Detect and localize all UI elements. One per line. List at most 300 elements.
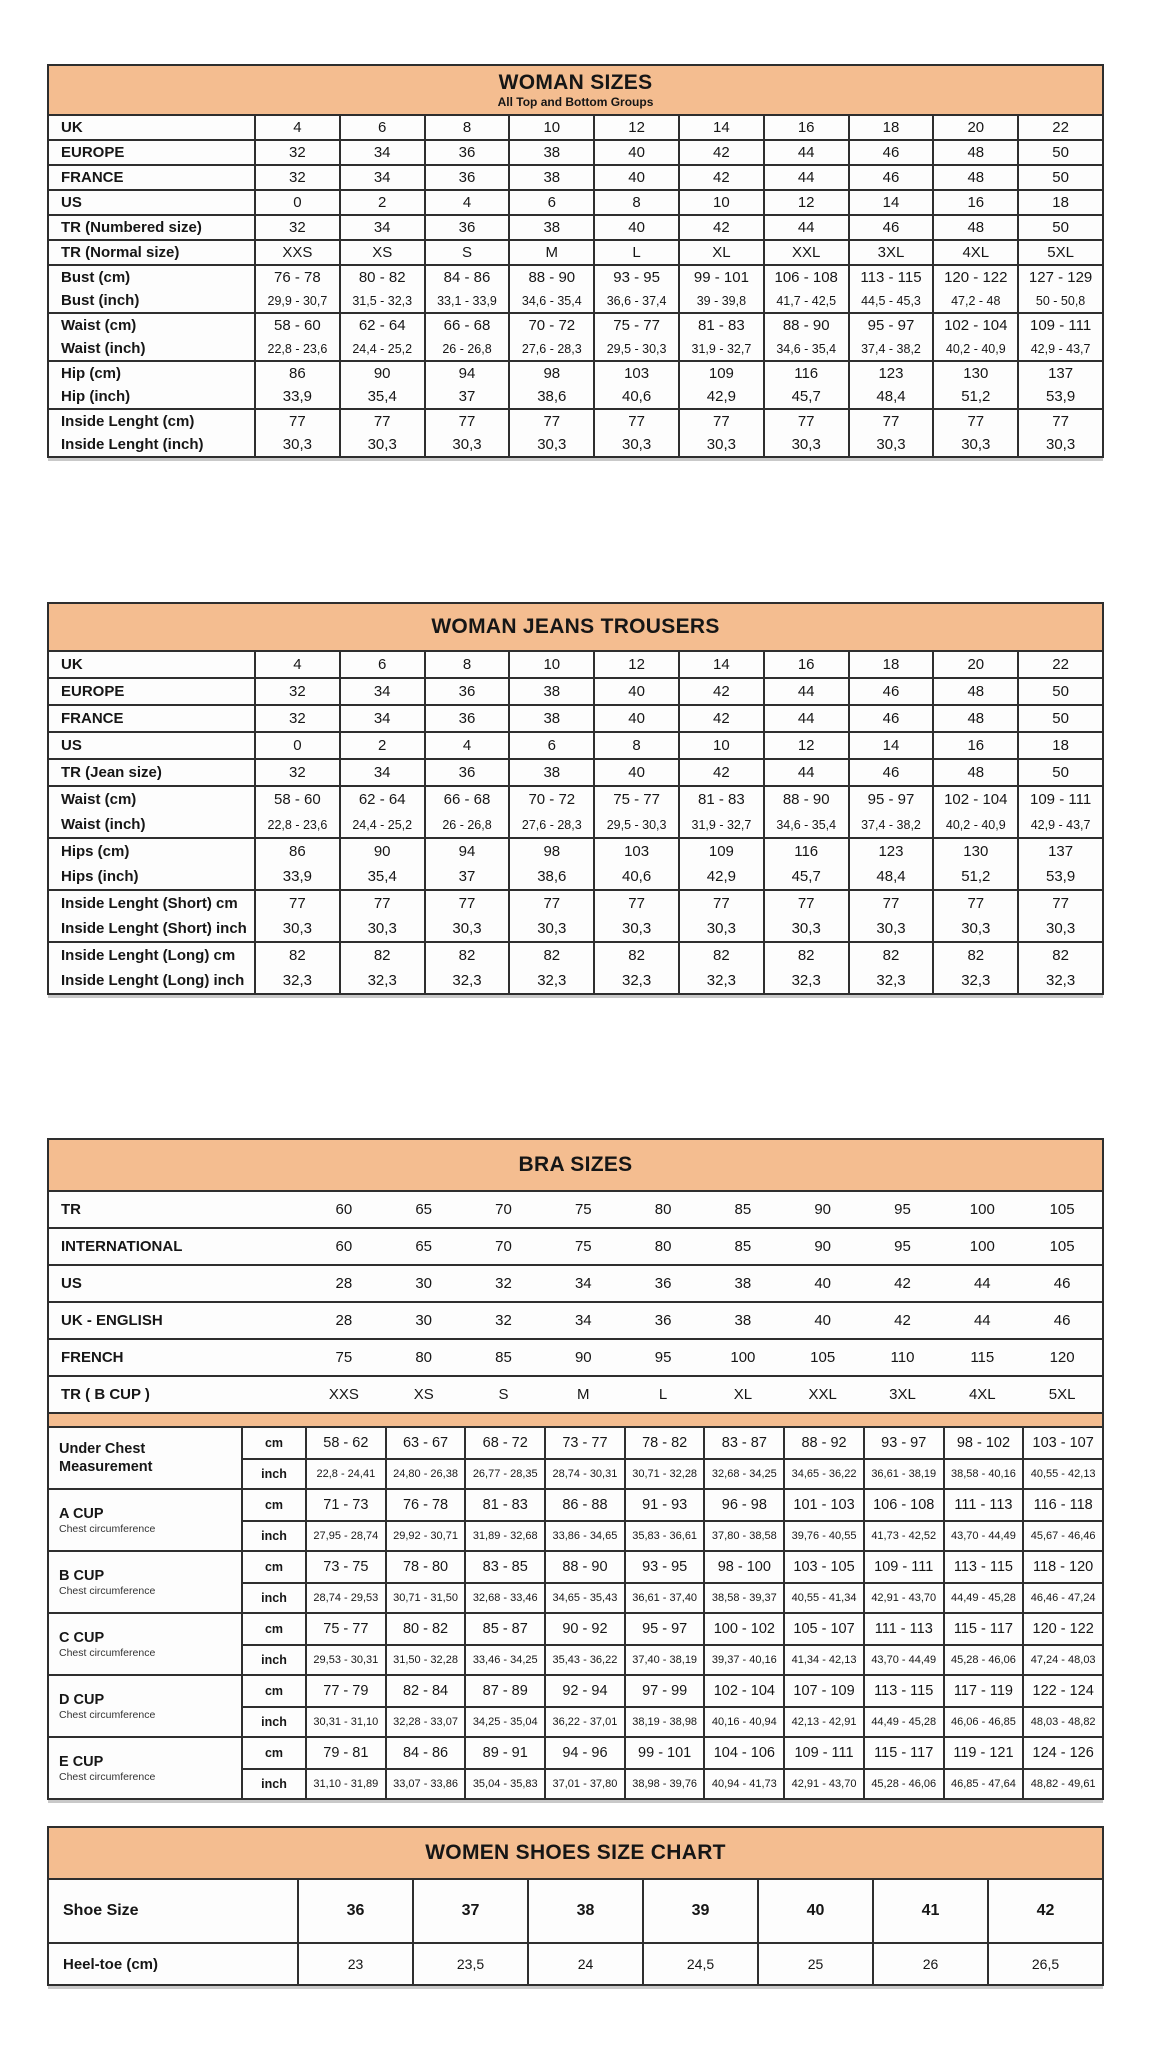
size-cell: XS	[413, 1386, 434, 1403]
size-cell: 76 - 78	[254, 266, 339, 289]
size-cell: 98 - 102	[943, 1428, 1023, 1458]
size-cell: 110	[890, 1349, 915, 1366]
size-cell: 40,2 - 40,9	[932, 812, 1017, 837]
size-cell: 115 - 117	[943, 1614, 1023, 1644]
size-cell: 12	[763, 733, 848, 758]
size-cell: 58 - 60	[254, 314, 339, 337]
size-cell: 26	[872, 1944, 987, 1984]
size-cell: 47,24 - 48,03	[1022, 1644, 1102, 1674]
size-cell: 46	[848, 166, 933, 189]
size-cell: 22,8 - 23,6	[254, 337, 339, 360]
size-cell: 84 - 86	[385, 1738, 465, 1768]
row-label: UK	[61, 119, 83, 136]
bra-standard-row	[49, 1192, 1102, 1229]
woman-sizes-header	[49, 66, 1102, 116]
bra-measurement-group	[49, 1738, 1102, 1798]
size-cell: 77	[593, 891, 678, 916]
table-row	[49, 241, 1102, 264]
size-cell: 30,3	[339, 916, 424, 941]
size-cell: 70 - 72	[508, 314, 593, 337]
shoe-size-row	[49, 1880, 1102, 1944]
size-cell: 37,40 - 38,19	[624, 1644, 704, 1674]
size-cell: 48	[932, 141, 1017, 164]
size-cell: 32,3	[1017, 968, 1102, 993]
shoes-header	[49, 1828, 1102, 1880]
size-cell: 88 - 90	[763, 314, 848, 337]
size-cell: 35,43 - 36,22	[544, 1644, 624, 1674]
size-cell: 77	[848, 410, 933, 433]
size-cell: 33,07 - 33,86	[385, 1768, 465, 1798]
size-cell: 66 - 68	[424, 787, 509, 812]
size-cell: 88 - 90	[544, 1552, 624, 1582]
size-cell: XL	[733, 1386, 753, 1403]
size-cell: 46,06 - 46,85	[943, 1706, 1023, 1736]
size-cell: 28,74 - 29,53	[305, 1582, 385, 1612]
size-cell: 33,9	[254, 385, 339, 408]
row-label: Waist (cm)	[61, 791, 137, 808]
size-cell: 96 - 98	[703, 1490, 783, 1520]
row-label-sub: Chest circumference	[59, 1584, 156, 1597]
size-cell: 30,3	[254, 433, 339, 456]
size-cell: 0	[254, 733, 339, 758]
size-cell: 29,9 - 30,7	[254, 289, 339, 312]
size-cell: 42,9 - 43,7	[1017, 812, 1102, 837]
size-cell: 42,9	[678, 864, 763, 889]
size-cell: 29,92 - 30,71	[385, 1520, 465, 1550]
size-cell: 118 - 120	[1022, 1552, 1102, 1582]
size-cell: 30,3	[424, 433, 509, 456]
size-cell: 95	[894, 1201, 911, 1218]
size-cell: 37	[424, 385, 509, 408]
row-label: Bust (inch)	[61, 292, 140, 309]
size-cell: 40	[593, 141, 678, 164]
size-cell: 75 - 77	[305, 1614, 385, 1644]
size-cell: 88 - 92	[783, 1428, 863, 1458]
size-cell: 40,6	[593, 864, 678, 889]
size-cell: 80	[654, 1238, 672, 1255]
size-cell: 42	[987, 1880, 1102, 1942]
size-cell: 45,7	[763, 385, 848, 408]
size-cell: 58 - 62	[305, 1428, 385, 1458]
size-cell: 62 - 64	[339, 787, 424, 812]
woman-jeans-title: WOMAN JEANS TROUSERS	[431, 614, 720, 638]
row-group	[49, 706, 1102, 733]
size-cell: 83 - 87	[703, 1428, 783, 1458]
size-cell: XXS	[254, 241, 339, 264]
size-cell: 94	[424, 362, 509, 385]
size-cell: 105	[810, 1349, 836, 1366]
size-cell: 40	[593, 760, 678, 785]
size-cell: 40,55 - 41,34	[783, 1582, 863, 1612]
table-row	[49, 314, 1102, 337]
size-cell: 48,4	[848, 385, 933, 408]
size-cell: 36	[654, 1312, 672, 1329]
size-cell: 39 - 39,8	[678, 289, 763, 312]
size-cell: 92 - 94	[544, 1676, 624, 1706]
size-cell: 12	[593, 116, 678, 139]
size-cell: 94	[424, 839, 509, 864]
size-cell: 30,3	[593, 433, 678, 456]
size-cell: 50	[1017, 141, 1102, 164]
size-cell: 80	[415, 1349, 433, 1366]
size-cell: 10	[678, 733, 763, 758]
row-label-sub: Chest circumference	[59, 1646, 156, 1659]
size-cell: 8	[593, 733, 678, 758]
bra-sizes-title: BRA SIZES	[518, 1152, 633, 1176]
size-cell: 105	[1049, 1238, 1075, 1255]
bra-standard-row	[49, 1266, 1102, 1303]
row-label: TR (Jean size)	[61, 764, 162, 781]
size-cell: 2	[339, 191, 424, 214]
row-label-main: D CUP	[59, 1691, 105, 1708]
size-cell: S	[498, 1386, 509, 1403]
bra-sizes-header	[49, 1140, 1102, 1192]
size-cell: 38,19 - 38,98	[624, 1706, 704, 1736]
size-cell: 3XL	[848, 241, 933, 264]
size-cell: 6	[339, 652, 424, 677]
size-cell: 122 - 124	[1022, 1676, 1102, 1706]
size-cell: 137	[1017, 362, 1102, 385]
size-cell: 68 - 72	[464, 1428, 544, 1458]
size-cell: 51,2	[932, 385, 1017, 408]
size-cell: 90	[814, 1238, 832, 1255]
size-cell: 38,98 - 39,76	[624, 1768, 704, 1798]
size-cell: 42	[678, 760, 763, 785]
size-cell: 95 - 97	[848, 314, 933, 337]
size-cell: 34	[339, 166, 424, 189]
size-cell: 34,6 - 35,4	[763, 337, 848, 360]
size-cell: 44	[763, 706, 848, 731]
table-row	[49, 289, 1102, 312]
row-label: Waist (inch)	[61, 340, 146, 357]
size-cell: 27,6 - 28,3	[508, 337, 593, 360]
size-cell: 84 - 86	[424, 266, 509, 289]
size-cell: 109 - 111	[863, 1552, 943, 1582]
size-cell: 53,9	[1017, 864, 1102, 889]
size-cell: 32	[254, 679, 339, 704]
size-cell: 82	[508, 943, 593, 968]
size-cell: 30,3	[339, 433, 424, 456]
size-cell: 116 - 118	[1022, 1490, 1102, 1520]
size-cell: 36	[424, 679, 509, 704]
size-cell: 37,4 - 38,2	[848, 812, 933, 837]
size-cell: XXL	[808, 1386, 837, 1403]
row-label: INTERNATIONAL	[61, 1238, 183, 1255]
size-cell: 32,28 - 33,07	[385, 1706, 465, 1736]
size-cell: 82	[848, 943, 933, 968]
size-cell: 30,3	[763, 433, 848, 456]
shoes-body	[49, 1880, 1102, 1984]
row-group	[49, 787, 1102, 839]
size-cell: 85	[734, 1238, 752, 1255]
size-cell: 40	[814, 1275, 832, 1292]
row-label: UK - ENGLISH	[61, 1312, 163, 1329]
size-cell: 115 - 117	[863, 1738, 943, 1768]
size-cell: 100	[969, 1201, 995, 1218]
row-group	[49, 652, 1102, 679]
woman-sizes-body	[49, 116, 1102, 456]
row-group	[49, 241, 1102, 266]
size-cell: 36,61 - 37,40	[624, 1582, 704, 1612]
size-cell: 3XL	[889, 1386, 916, 1403]
bra-measurement-group	[49, 1552, 1102, 1614]
size-cell: 41,7 - 42,5	[763, 289, 848, 312]
table-row	[49, 968, 1102, 993]
size-cell: M	[508, 241, 593, 264]
size-cell: 99 - 101	[624, 1738, 704, 1768]
size-cell: 44	[973, 1275, 991, 1292]
table-row	[49, 916, 1102, 941]
row-group	[49, 166, 1102, 191]
size-cell: 95	[654, 1349, 672, 1366]
row-label: Hip (cm)	[61, 365, 121, 382]
size-cell: 123	[848, 362, 933, 385]
size-cell: 36,22 - 37,01	[544, 1706, 624, 1736]
size-cell: 75	[335, 1349, 353, 1366]
size-cell: 45,28 - 46,06	[863, 1768, 943, 1798]
size-cell: 48,4	[848, 864, 933, 889]
size-cell: 124 - 126	[1022, 1738, 1102, 1768]
size-cell: 103	[593, 362, 678, 385]
size-cell: 41,34 - 42,13	[783, 1644, 863, 1674]
size-cell: 34	[339, 141, 424, 164]
size-cell: 38	[508, 706, 593, 731]
size-cell: 86 - 88	[544, 1490, 624, 1520]
table-row	[49, 679, 1102, 704]
size-cell: 42	[678, 166, 763, 189]
row-label: FRANCE	[61, 169, 124, 186]
size-cell: 40,2 - 40,9	[932, 337, 1017, 360]
size-cell: 14	[678, 652, 763, 677]
size-cell: 93 - 95	[593, 266, 678, 289]
size-cell: 30	[415, 1275, 433, 1292]
size-cell: 93 - 95	[624, 1552, 704, 1582]
size-cell: 30,71 - 32,28	[624, 1458, 704, 1488]
row-label	[49, 1428, 241, 1488]
row-label: EUROPE	[61, 144, 125, 161]
size-cell: 77	[932, 891, 1017, 916]
size-cell: 31,89 - 32,68	[464, 1520, 544, 1550]
size-cell: 46	[848, 679, 933, 704]
size-cell: 90	[339, 362, 424, 385]
size-cell: 107 - 109	[783, 1676, 863, 1706]
size-cell: 50	[1017, 760, 1102, 785]
size-cell: 78 - 80	[385, 1552, 465, 1582]
size-cell: 111 - 113	[943, 1490, 1023, 1520]
row-group	[49, 839, 1102, 891]
bra-standard-row	[49, 1340, 1102, 1377]
size-cell: 32	[495, 1312, 512, 1329]
size-cell: 120 - 122	[1022, 1614, 1102, 1644]
size-cell: 48	[932, 216, 1017, 239]
size-cell: 80 - 82	[339, 266, 424, 289]
size-cell: 18	[1017, 191, 1102, 214]
size-cell: 50	[1017, 679, 1102, 704]
row-group	[49, 116, 1102, 141]
size-cell: 41,73 - 42,52	[863, 1520, 943, 1550]
size-cell: 120 - 122	[932, 266, 1017, 289]
size-cell: 23,5	[412, 1944, 527, 1984]
row-label: TR (Numbered size)	[61, 219, 202, 236]
row-label: Hip (inch)	[61, 388, 131, 405]
size-cell: 82	[678, 943, 763, 968]
size-cell: 34	[339, 760, 424, 785]
woman-sizes-subtitle: All Top and Bottom Groups	[497, 94, 654, 109]
size-cell: 106 - 108	[763, 266, 848, 289]
size-cell: 73 - 75	[305, 1552, 385, 1582]
size-cell: 38	[508, 141, 593, 164]
table-row	[49, 891, 1102, 916]
size-cell: 113 - 115	[863, 1676, 943, 1706]
row-label-sub: Chest circumference	[59, 1708, 156, 1721]
size-cell: 32	[254, 706, 339, 731]
row-group	[49, 362, 1102, 410]
size-cell: 43,70 - 44,49	[863, 1644, 943, 1674]
size-cell: 0	[254, 191, 339, 214]
bra-sizes-table	[47, 1138, 1104, 1800]
size-cell: 75 - 77	[593, 787, 678, 812]
size-cell: 90 - 92	[544, 1614, 624, 1644]
size-cell: XXS	[328, 1386, 359, 1403]
size-cell: 85	[734, 1201, 752, 1218]
size-cell: 10	[678, 191, 763, 214]
size-cell: 40	[757, 1880, 872, 1942]
size-cell: 42,91 - 43,70	[783, 1768, 863, 1798]
size-cell: XXL	[763, 241, 848, 264]
size-cell: 95	[894, 1238, 911, 1255]
size-cell: 37,80 - 38,58	[703, 1520, 783, 1550]
size-cell: 42,13 - 42,91	[783, 1706, 863, 1736]
size-cell: 117 - 119	[943, 1676, 1023, 1706]
size-cell: 8	[424, 116, 509, 139]
size-cell: 4XL	[932, 241, 1017, 264]
size-cell: 77	[763, 891, 848, 916]
size-cell: 34,25 - 35,04	[464, 1706, 544, 1736]
size-cell: 45,28 - 46,06	[943, 1644, 1023, 1674]
size-cell: 36,61 - 38,19	[863, 1458, 943, 1488]
size-cell: 71 - 73	[305, 1490, 385, 1520]
bra-standard-row	[49, 1303, 1102, 1340]
table-row	[49, 385, 1102, 408]
size-cell: 89 - 91	[464, 1738, 544, 1768]
size-cell: 77	[848, 891, 933, 916]
size-cell: 65	[415, 1201, 433, 1218]
size-cell: 8	[424, 652, 509, 677]
table-row	[49, 760, 1102, 785]
size-cell: 29,5 - 30,3	[593, 337, 678, 360]
size-cell: 48,03 - 48,82	[1022, 1706, 1102, 1736]
size-cell: 44,5 - 45,3	[848, 289, 933, 312]
size-cell: 48	[932, 706, 1017, 731]
bra-section-divider	[49, 1412, 1102, 1428]
size-cell: 10	[508, 116, 593, 139]
size-cell: 44	[763, 216, 848, 239]
row-label: Inside Lenght (inch)	[61, 436, 204, 453]
size-cell: XS	[339, 241, 424, 264]
size-cell: 30,3	[932, 916, 1017, 941]
size-cell: 33,1 - 33,9	[424, 289, 509, 312]
size-cell: 77	[424, 891, 509, 916]
size-cell: 86	[254, 362, 339, 385]
row-label: Inside Lenght (Long) cm	[61, 947, 236, 964]
size-cell: 30,3	[508, 916, 593, 941]
row-group	[49, 191, 1102, 216]
size-cell: 88 - 90	[763, 787, 848, 812]
size-cell: 46	[1053, 1275, 1071, 1292]
size-cell: 46	[1053, 1312, 1071, 1329]
row-group	[49, 943, 1102, 993]
size-cell: 35,83 - 36,61	[624, 1520, 704, 1550]
size-cell: 16	[932, 191, 1017, 214]
size-cell: 40,94 - 41,73	[703, 1768, 783, 1798]
size-cell: 12	[763, 191, 848, 214]
size-cell: 22	[1017, 652, 1102, 677]
size-cell: 36	[424, 141, 509, 164]
size-cell: 4	[424, 191, 509, 214]
size-cell: 88 - 90	[508, 266, 593, 289]
row-label: Inside Lenght (Short) inch	[61, 920, 247, 937]
size-cell: 24,5	[642, 1944, 757, 1984]
size-cell: 119 - 121	[943, 1738, 1023, 1768]
size-cell: 105 - 107	[783, 1614, 863, 1644]
size-cell: 29,5 - 30,3	[593, 812, 678, 837]
row-group	[49, 891, 1102, 943]
size-cell: 36	[424, 706, 509, 731]
size-cell: 4XL	[968, 1386, 996, 1403]
size-cell: 38	[508, 760, 593, 785]
size-cell: 32,68 - 34,25	[703, 1458, 783, 1488]
bra-standard-row	[49, 1229, 1102, 1266]
table-row	[49, 839, 1102, 864]
size-cell: 90	[574, 1349, 592, 1366]
size-cell: 100 - 102	[703, 1614, 783, 1644]
size-cell: 77	[339, 410, 424, 433]
size-cell: 40,16 - 40,94	[703, 1706, 783, 1736]
size-cell: 30,31 - 31,10	[305, 1706, 385, 1736]
size-cell: 90	[814, 1201, 832, 1218]
size-cell: 94 - 96	[544, 1738, 624, 1768]
size-cell: 4	[424, 733, 509, 758]
size-cell: 38,58 - 39,37	[703, 1582, 783, 1612]
row-label: US	[61, 194, 82, 211]
size-cell: 42	[678, 679, 763, 704]
size-cell: 75 - 77	[593, 314, 678, 337]
size-cell: 32,3	[424, 968, 509, 993]
size-cell: 95 - 97	[848, 787, 933, 812]
size-cell: 81 - 83	[678, 314, 763, 337]
size-cell: 85	[495, 1349, 512, 1366]
size-cell: 82	[424, 943, 509, 968]
bra-measurements-section	[49, 1428, 1102, 1798]
size-cell: 33,86 - 34,65	[544, 1520, 624, 1550]
table-row	[49, 337, 1102, 360]
size-cell: 91 - 93	[624, 1490, 704, 1520]
size-cell: 38,6	[508, 864, 593, 889]
size-cell: 30,3	[424, 916, 509, 941]
size-cell: 120	[1049, 1349, 1075, 1366]
size-cell: 38	[508, 166, 593, 189]
size-cell: 77	[1017, 410, 1102, 433]
row-label-main: A CUP	[59, 1505, 104, 1522]
woman-jeans-header	[49, 604, 1102, 652]
size-cell: 127 - 129	[1017, 266, 1102, 289]
size-cell: 95 - 97	[624, 1614, 704, 1644]
size-cell: 2	[339, 733, 424, 758]
size-cell: 32,3	[339, 968, 424, 993]
size-cell: 40,6	[593, 385, 678, 408]
table-row	[49, 216, 1102, 239]
size-cell: 39,37 - 40,16	[703, 1644, 783, 1674]
